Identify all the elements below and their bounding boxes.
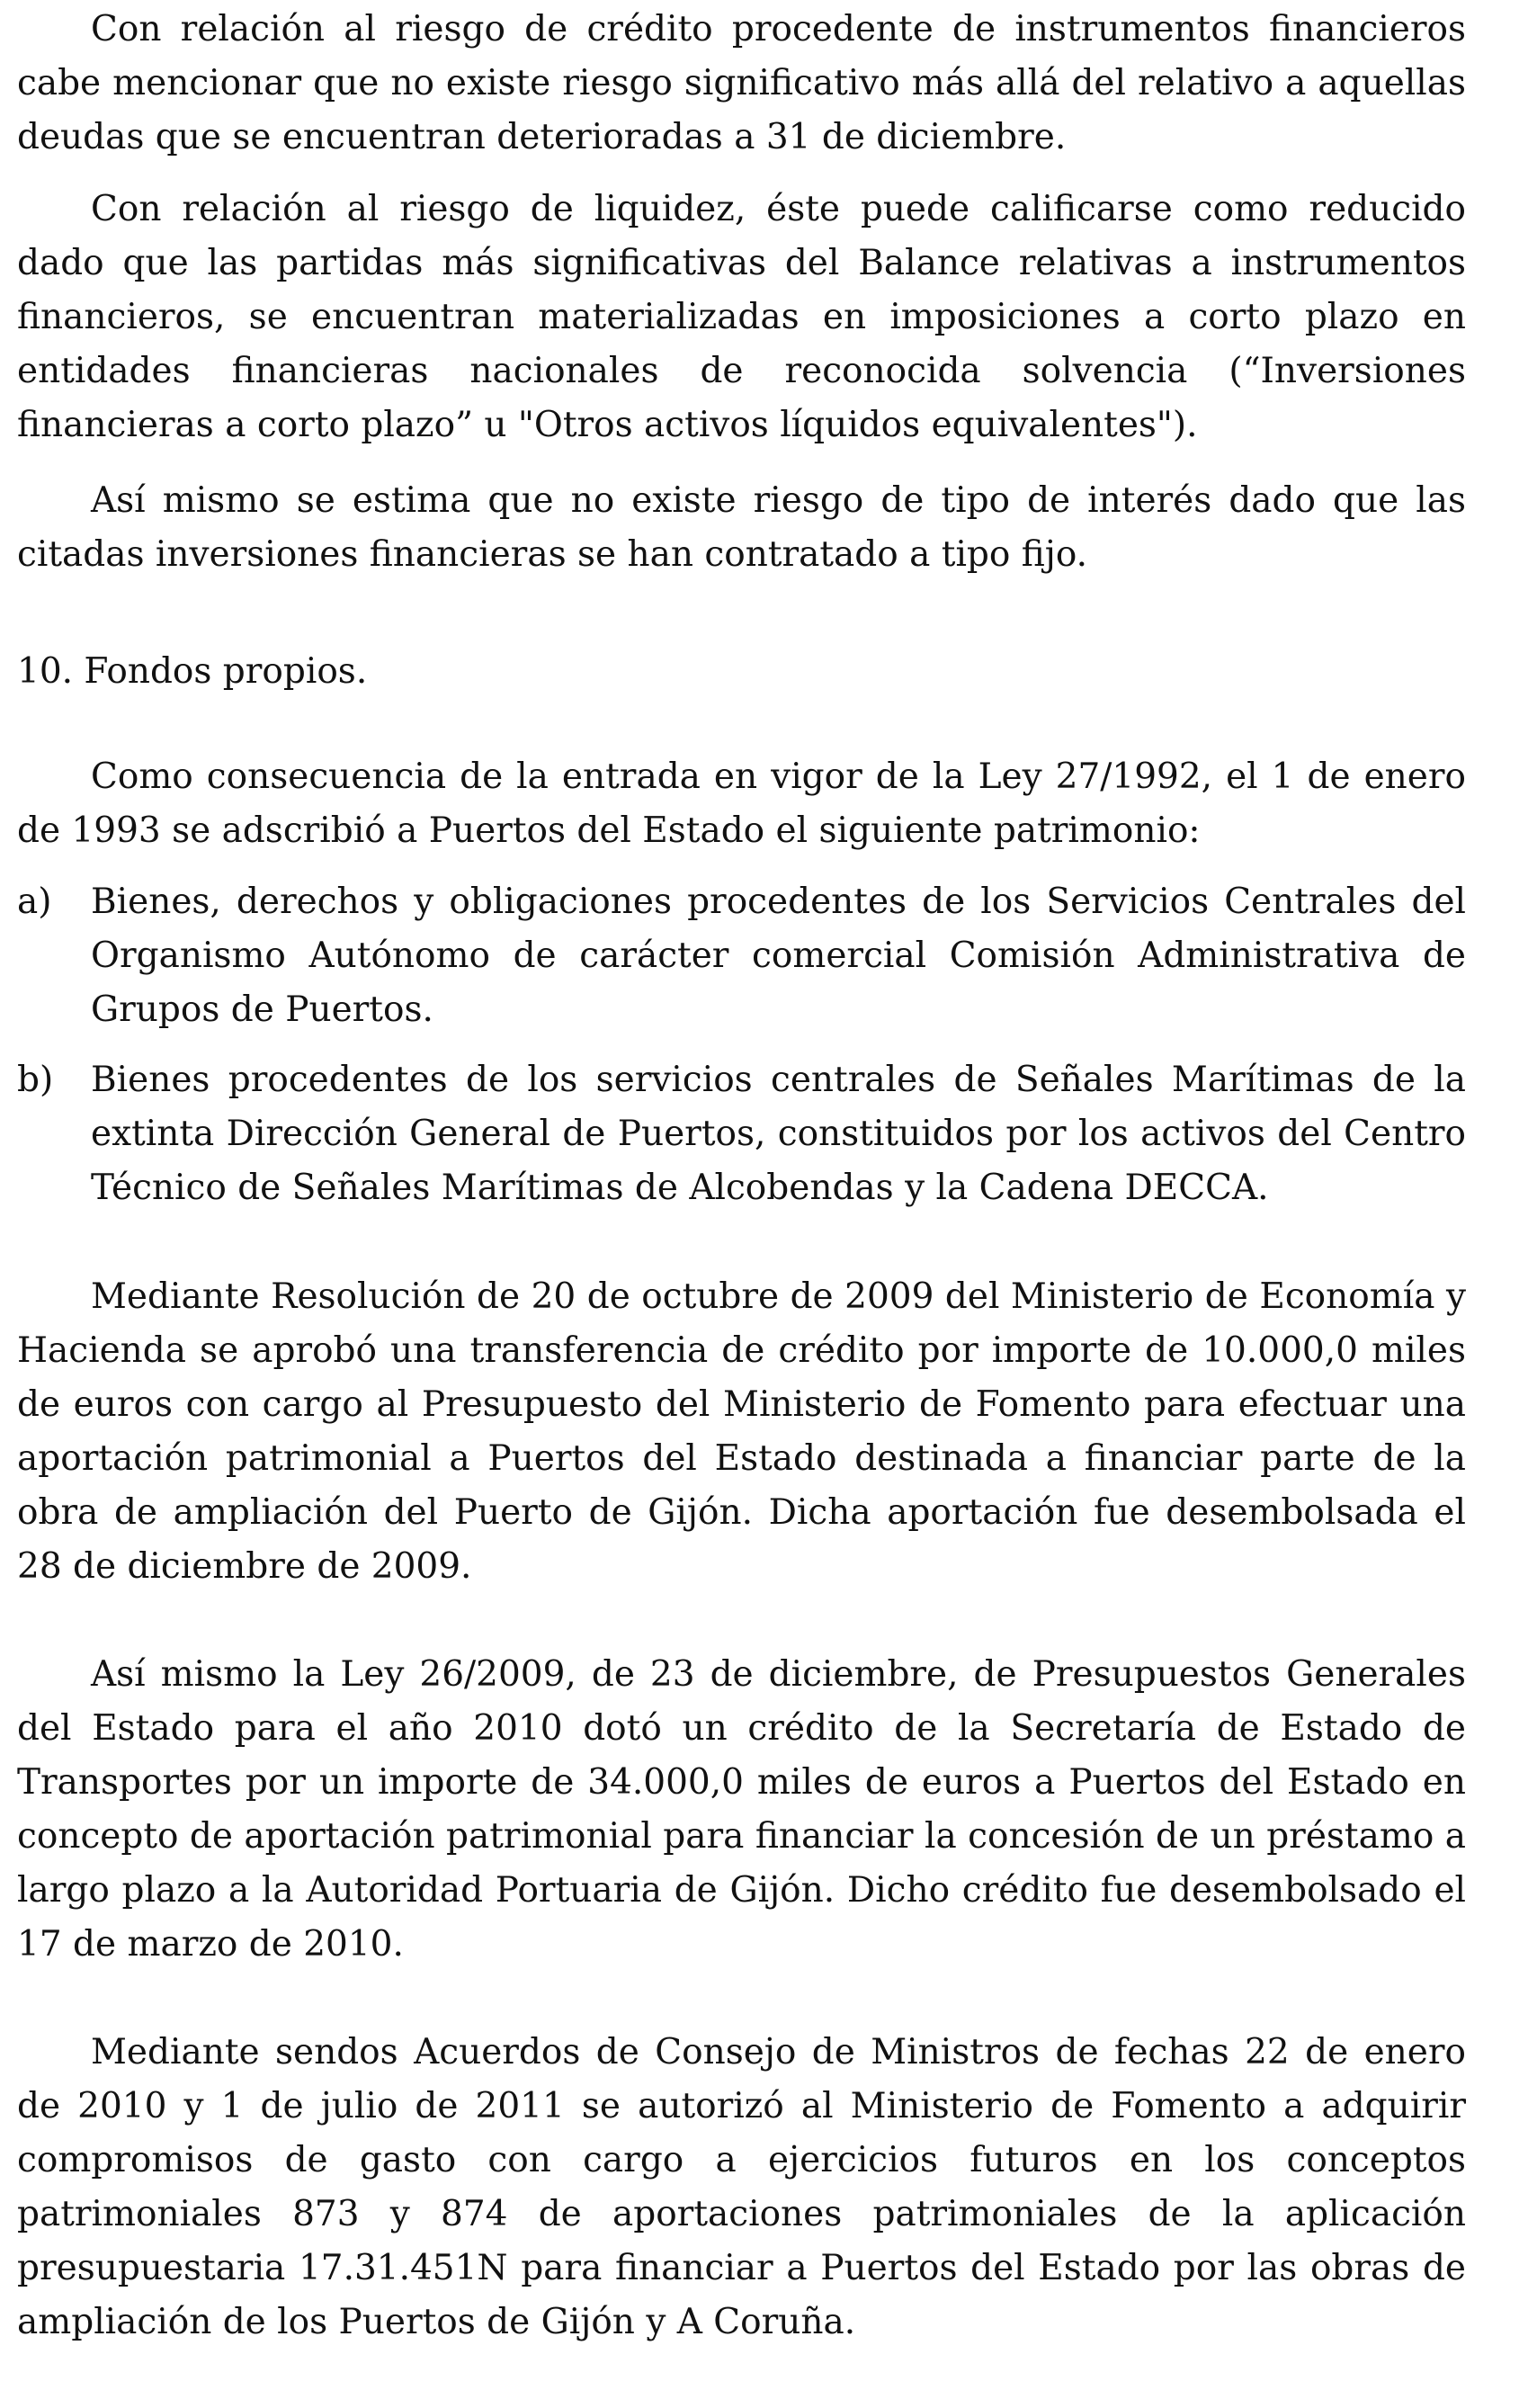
list-marker: b) (17, 1060, 54, 1100)
section-heading: 10. Fondos propios. (17, 651, 368, 692)
paragraph-intro-patrimonio: Como consecuencia de la entrada en vigor de la Ley 27/1992, el 1 de enero de 1993 se adscribió a Puertos del Estado el siguiente patrimonio: (17, 756, 1466, 851)
paragraph-resolucion-2009: Mediante Resolución de 20 de octubre de 2009 del Ministerio de Economía y Hacienda se aprobó una transferencia de crédito por importe de 10.000,0 miles de euros con cargo al Presupuesto del Ministerio de Fomento para efectuar una aportación patrimonial a Puertos del Estado destinada a financiar parte de la obra de ampliación del Puerto de Gijón. Dicha aportación fue desembolsada el 28 de diciembre de 2009. (17, 1276, 1466, 1587)
paragraph-riesgo-credito: Con relación al riesgo de crédito procedente de instrumentos financieros cabe mencionar que no existe riesgo significativo más allá del relativo a aquellas deudas que se encuentran deterioradas a 31 de diciembre. (17, 9, 1466, 157)
list-item (17, 1053, 1466, 1215)
patrimonio-list (17, 875, 1466, 1215)
list-marker: a) (17, 882, 52, 922)
list-item (17, 875, 1466, 1037)
paragraph-ley-2009: Así mismo la Ley 26/2009, de 23 de diciembre, de Presupuestos Generales del Estado para el año 2010 dotó un crédito de la Secretaría de Estado de Transportes por un importe de 34.000,0 miles de euros a Puertos del Estado en concepto de aportación patrimonial para financiar la concesión de un préstamo a largo plazo a la Autoridad Portuaria de Gijón. Dicho crédito fue desembolsado el 17 de marzo de 2010. (17, 1654, 1466, 1965)
paragraph-riesgo-liquidez: Con relación al riesgo de liquidez, éste puede calificarse como reducido dado que las partidas más significativas del Balance relativas a instrumentos financieros, se encuentran materializadas en imposiciones a corto plazo en entidades financieras nacionales de reconocida solvencia (“Inversiones financieras a corto plazo” u "Otros activos líquidos equivalentes"). (17, 189, 1466, 445)
list-item-text: Bienes procedentes de los servicios centrales de Señales Marítimas de la extinta Dirección General de Puertos, constituidos por los activos del Centro Técnico de Señales Marítimas de Alcobendas y la Cadena DECCA. (91, 1060, 1466, 1208)
paragraph-acuerdos-consejo: Mediante sendos Acuerdos de Consejo de Ministros de fechas 22 de enero de 2010 y 1 de julio de 2011 se autorizó al Ministerio de Fomento a adquirir compromisos de gasto con cargo a ejercicios futuros en los conceptos patrimoniales 873 y 874 de aportaciones patrimoniales de la aplicación presupuestaria 17.31.451N para financiar a Puertos del Estado por las obras de ampliación de los Puertos de Gijón y A Coruña. (17, 2032, 1466, 2342)
list-item-text: Bienes, derechos y obligaciones procedentes de los Servicios Centrales del Organismo Autónomo de carácter comercial Comisión Administrativa de Grupos de Puertos. (91, 882, 1466, 1030)
paragraph-riesgo-interes: Así mismo se estima que no existe riesgo de tipo de interés dado que las citadas inversiones financieras se han contratado a tipo fijo. (17, 480, 1466, 575)
